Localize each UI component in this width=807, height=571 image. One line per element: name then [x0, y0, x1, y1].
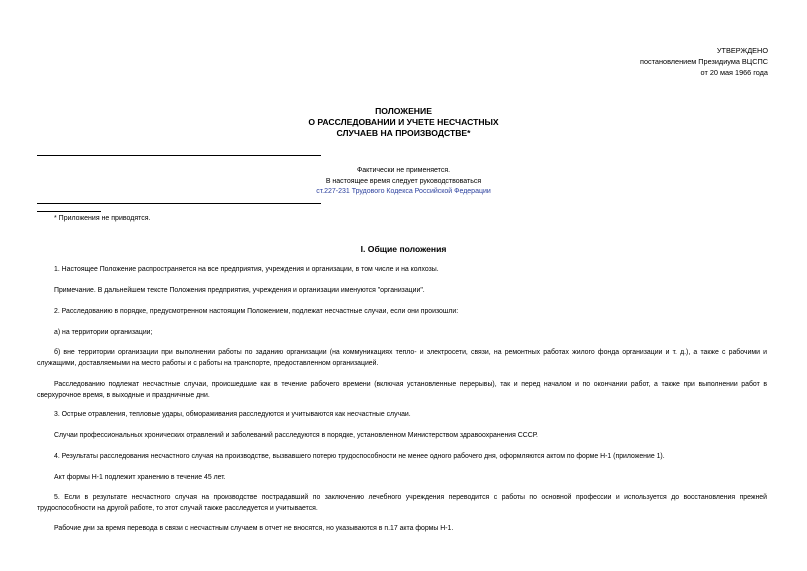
paragraph-2: 2. Расследованию в порядке, предусмотренном настоящим Положением, подлежат несчастные случаи, если они произошли:	[54, 308, 459, 315]
paragraph-3-chronic: Случаи профессиональных хронических отравлений и заболеваний расследуются в порядке, установленном Министерством здравоохранения СССР.	[54, 432, 538, 439]
paragraph-4-storage: Акт формы Н-1 подлежит хранению в течение 45 лет.	[54, 474, 226, 481]
paragraph-3: 3. Острые отравления, тепловые удары, обмораживания расследуются и учитываются как несчастные случаи.	[54, 411, 411, 418]
paragraph-2-scope: Расследованию подлежат несчастные случаи, происшедшие как в течение рабочего времени (включая установленные перерывы), так и перед началом и по окончании работ, а также при выполнении работ в сверхурочное время, в выходные и праздничные дни.	[37, 381, 767, 399]
labor-code-link[interactable]: ст.227-231 Трудового Кодекса Российской Федерации	[316, 188, 491, 196]
paragraph-1: 1. Настоящее Положение распространяется на все предприятия, учреждения и организации, в том числе и на колхозы.	[54, 266, 439, 273]
paragraph-4: 4. Результаты расследования несчастного случая на производстве, вызвавшего потерю трудоспособности не менее одного рабочего дня, оформляются актом по форме Н-1 (приложение 1).	[54, 453, 665, 460]
paragraph-2a: а) на территории организации;	[54, 329, 153, 336]
paragraph-note: Примечание. В дальнейшем тексте Положения предприятия, учреждения и организации именуются "организации".	[54, 287, 425, 294]
divider-top	[37, 155, 321, 156]
title-line-3: СЛУЧАЕВ НА ПРОИЗВОДСТВЕ*	[336, 127, 471, 138]
approval-line-3: от 20 мая 1966 года	[700, 67, 768, 77]
section-title: I. Общие положения	[360, 244, 447, 254]
approval-stamp	[640, 46, 768, 78]
footnote-divider	[37, 211, 101, 212]
approval-line-2: постановлением Президиума ВЦСПС	[640, 56, 768, 66]
paragraph-2b: б) вне территории организации при выполнении работы по заданию организации (на коммуникациях тепло- и электросети, связи, на ремонтных работах жилого фонда организации и т. д.), а также с рабочими и служащими, доставляемыми на место работы и с работы на транспорте, предоставленном организацией.	[37, 349, 767, 367]
status-note	[0, 166, 807, 198]
approval-line-1: УТВЕРЖДЕНО	[716, 46, 768, 55]
status-note-line-2: В настоящее время следует руководствоваться	[325, 177, 482, 185]
divider-bottom	[37, 203, 321, 204]
title-line-2: О РАССЛЕДОВАНИИ И УЧЕТЕ НЕСЧАСТНЫХ	[308, 116, 499, 127]
footnote: * Приложения не приводятся.	[54, 215, 151, 222]
paragraph-5-workdays: Рабочие дни за время перевода в связи с несчастным случаем в отчет не вносятся, но указываются в п.17 акта формы Н-1.	[54, 525, 454, 532]
document-title	[0, 106, 807, 138]
paragraph-5: 5. Если в результате несчастного случая на производстве пострадавший по заключению лечебного учреждения переводится с работы по основной профессии и используется до восстановления прежней трудоспособности на другой работе, то этот случай также расследуется и учитывается.	[37, 494, 767, 512]
title-line-1: ПОЛОЖЕНИЕ	[375, 106, 432, 116]
status-note-line-1: Фактически не применяется.	[356, 167, 451, 174]
